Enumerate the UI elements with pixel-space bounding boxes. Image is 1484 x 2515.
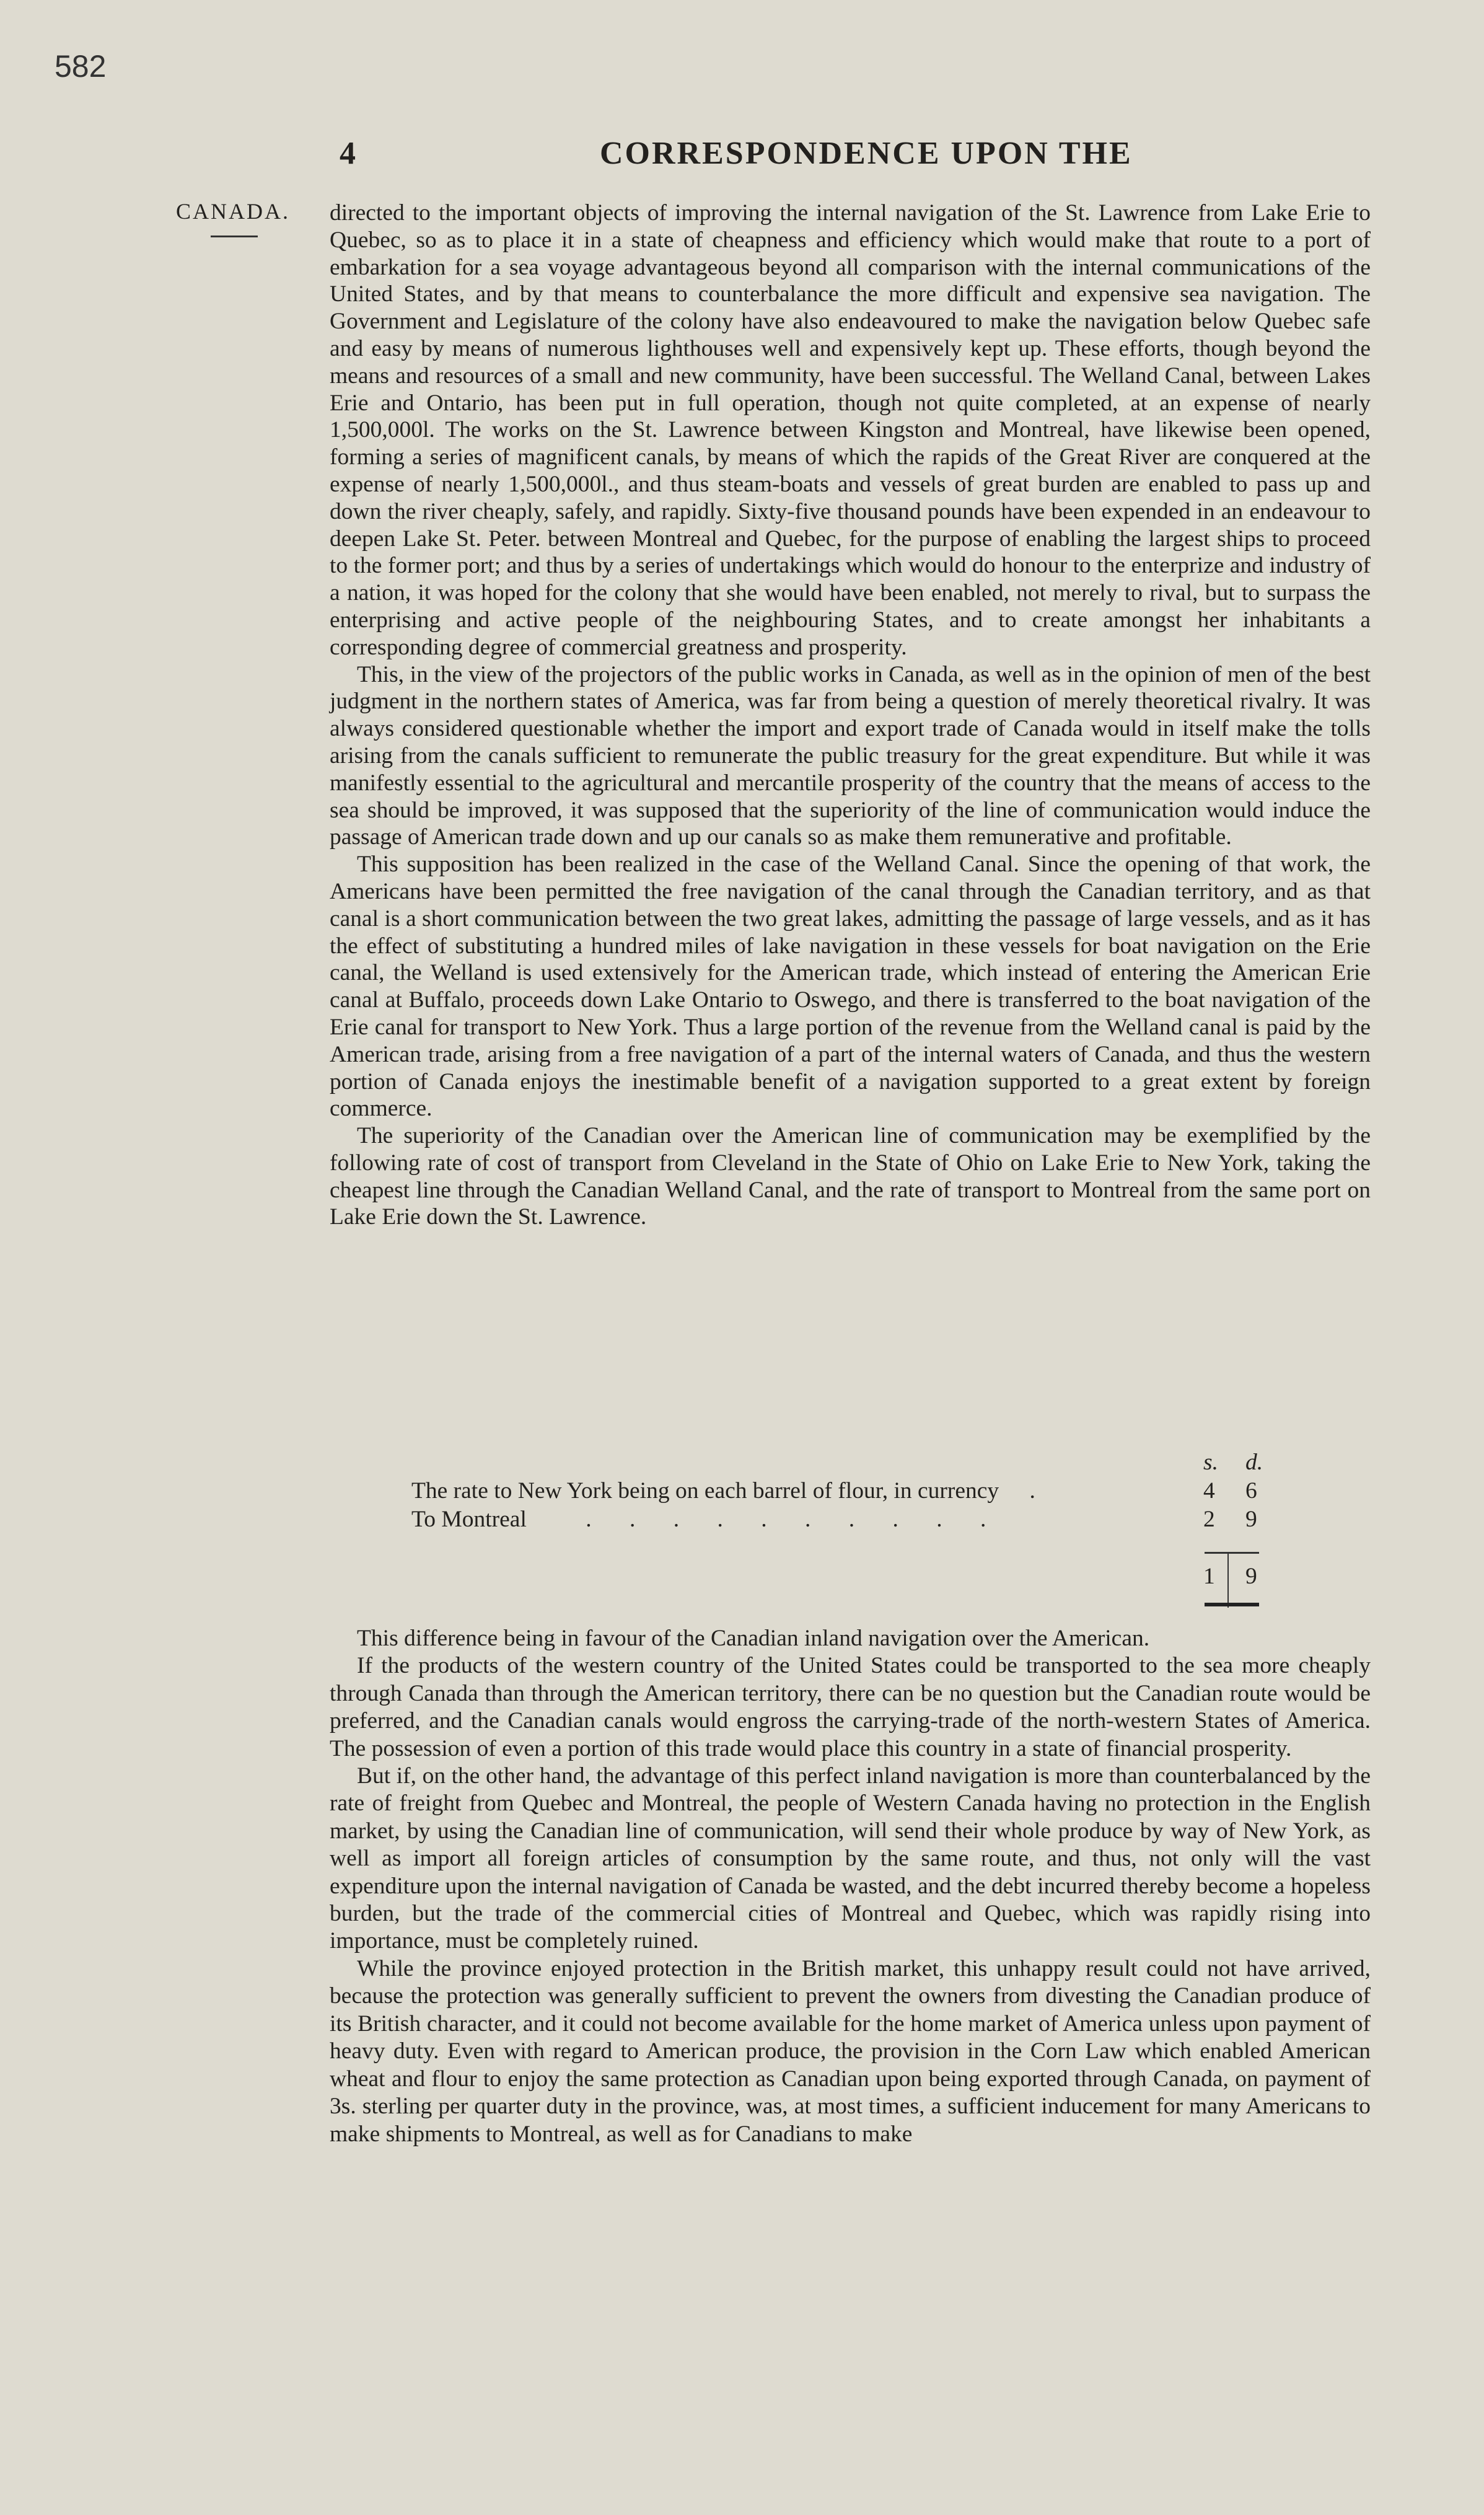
total-rule [1205, 1603, 1259, 1606]
paragraph: The superiority of the Canadian over the American line of communication may be exemplified by the following rate of cost of transport from Cleveland in the State of Ohio on Lake Erie to New York, taking the cheapest line through the Canadian Welland Canal, and the rate of transport to Montreal from the same port on Lake Erie down the St. Lawrence. [330, 1123, 1371, 1230]
page-number: 582 [55, 49, 107, 84]
paragraph: While the province enjoyed protection in the British market, this unhappy result could not have arrived, because the protection was generally sufficient to prevent the owners from divesting the Canadian produce of its British character, and it could not become available for the home market of America unless upon payment of heavy duty. Even with regard to American produce, the provision in the Corn Law which enabled American wheat and flour to enjoy the same protection as Canadian upon being exported through Canada, on payment of 3s. sterling per quarter duty in the province, was, at most times, a sufficient inducement for many Americans to make shipments to Montreal, as well as for Canadians to make [330, 1955, 1371, 2147]
rate-shillings: 4 [1203, 1478, 1215, 1504]
rate-pence: 9 [1245, 1507, 1257, 1532]
rate-leader: . . . . . . . . . . [586, 1507, 1003, 1532]
rate-row-montreal [411, 1506, 1002, 1533]
rate-label: To Montreal [411, 1507, 527, 1532]
running-head: CORRESPONDENCE UPON THE [600, 136, 1133, 171]
column-divider [1227, 1552, 1229, 1608]
margin-note: CANADA. [176, 199, 291, 224]
body-text-continued [330, 1625, 1371, 2148]
paragraph: This, in the view of the projectors of the public works in Canada, as well as in the opinion of men of the best judgment in the northern states of America, was far from being a question of merely theoretical rivalry. It was always considered questionable whether the import and export trade of Canada would in itself make the tolls arising from the canals sufficient to remunerate the public treasury for the great expenditure. But while it was manifestly essential to the agricultural and mercantile prosperity of the country that the means of access to the sea should be improved, it was supposed that the superiority of the line of communication would induce the passage of American trade down and up our canals so as make them remunerative and profitable. [330, 661, 1371, 850]
paragraph: This difference being in favour of the Canadian inland navigation over the American. [357, 1626, 1150, 1651]
rate-shillings: 2 [1203, 1507, 1215, 1532]
sum-rule [1205, 1552, 1259, 1554]
difference-pence: 9 [1245, 1564, 1257, 1589]
margin-rule [211, 236, 258, 237]
paragraph: If the products of the western country of the United States could be transported to the sea more cheaply through Canada than through the American territory, there can be no question but the Canadian route would be preferred, and the Canadian canals would engross the carrying-trade of the north-western States of America. The possession of even a portion of this trade would place this country in a state of financial prosperity. [330, 1653, 1371, 1761]
unit-pence: d. [1245, 1450, 1263, 1475]
rate-row-new-york [411, 1478, 1049, 1505]
paragraph: This supposition has been realized in the case of the Welland Canal. Since the opening of that work, the Americans have been permitted the free navigation of the canal through the Canadian territory, and as that canal is a short communication between the two great lakes, admitting the passage of large vessels, and as it has the effect of substituting a hundred miles of lake navigation in these vessels for boat navigation on the Erie canal, the Welland is used extensively for the American trade, which instead of entering the American Erie canal at Buffalo, proceeds down Lake Ontario to Oswego, and there is transferred to the boat navigation of the Erie canal for transport to New York. Thus a large portion of the revenue from the Welland canal is paid by the American trade, arising from a free navigation of a part of the internal waters of Canada, and thus the western portion of Canada enjoys the inestimable benefit of a navigation supported to a great extent by foreign commerce. [330, 852, 1371, 1122]
rate-leader: . [1029, 1478, 1049, 1504]
difference-shillings: 1 [1203, 1564, 1215, 1589]
body-text [330, 200, 1371, 1231]
paragraph: But if, on the other hand, the advantage of this perfect inland navigation is more than counterbalanced by the rate of freight from Quebec and Montreal, the people of Western Canada having no protection in the English market, by using the Canadian line of communication, will send their whole produce by way of New York, as well as import all foreign articles of consumption by the same route, and thus, not only will the vast expenditure upon the internal navigation of Canada be wasted, and the debt incurred thereby become a hopeless burden, but the trade of the commercial cities of Montreal and Quebec, which was rapidly rising into importance, must be completely ruined. [330, 1763, 1371, 1954]
folio-number: 4 [340, 136, 356, 171]
paragraph: directed to the important objects of improving the internal navigation of the St. Lawrence from Lake Erie to Quebec, so as to place it in a state of cheapness and efficiency which would make that route to a port of embarkation for a sea voyage advantageous beyond all comparison with the internal communications of the United States, and by that means to counterbalance the more difficult and expensive sea navigation. The Government and Legislature of the colony have also endeavoured to make the navigation below Quebec safe and easy by means of numerous lighthouses well and expensively kept up. These efforts, though beyond the means and resources of a small and new community, have been successful. The Welland Canal, between Lakes Erie and Ontario, has been put in full operation, though not quite completed, at an expense of nearly 1,500,000l. The works on the St. Lawrence between Kingston and Montreal, have likewise been opened, forming a series of magnificent canals, by means of which the rapids of the Great River are conquered at the expense of nearly 1,500,000l., and thus steam-boats and vessels of great burden are enabled to pass up and down the river cheaply, safely, and rapidly. Sixty-five thousand pounds have been expended in an endeavour to deepen Lake St. Peter. between Montreal and Quebec, for the purpose of enabling the largest ships to proceed to the former port; and thus by a series of undertakings which would do honour to the enterprize and industry of a nation, it was hoped for the colony that she would have been enabled, not merely to rival, but to surpass the enterprising and active people of the neighbouring States, and to create amongst her inhabitants a corresponding degree of commercial greatness and prosperity. [330, 200, 1371, 660]
rate-pence: 6 [1245, 1478, 1257, 1504]
rates-table [330, 1449, 1371, 1610]
rate-label: The rate to New York being on each barrel of flour, in currency [411, 1478, 999, 1504]
unit-shillings: s. [1203, 1450, 1218, 1475]
